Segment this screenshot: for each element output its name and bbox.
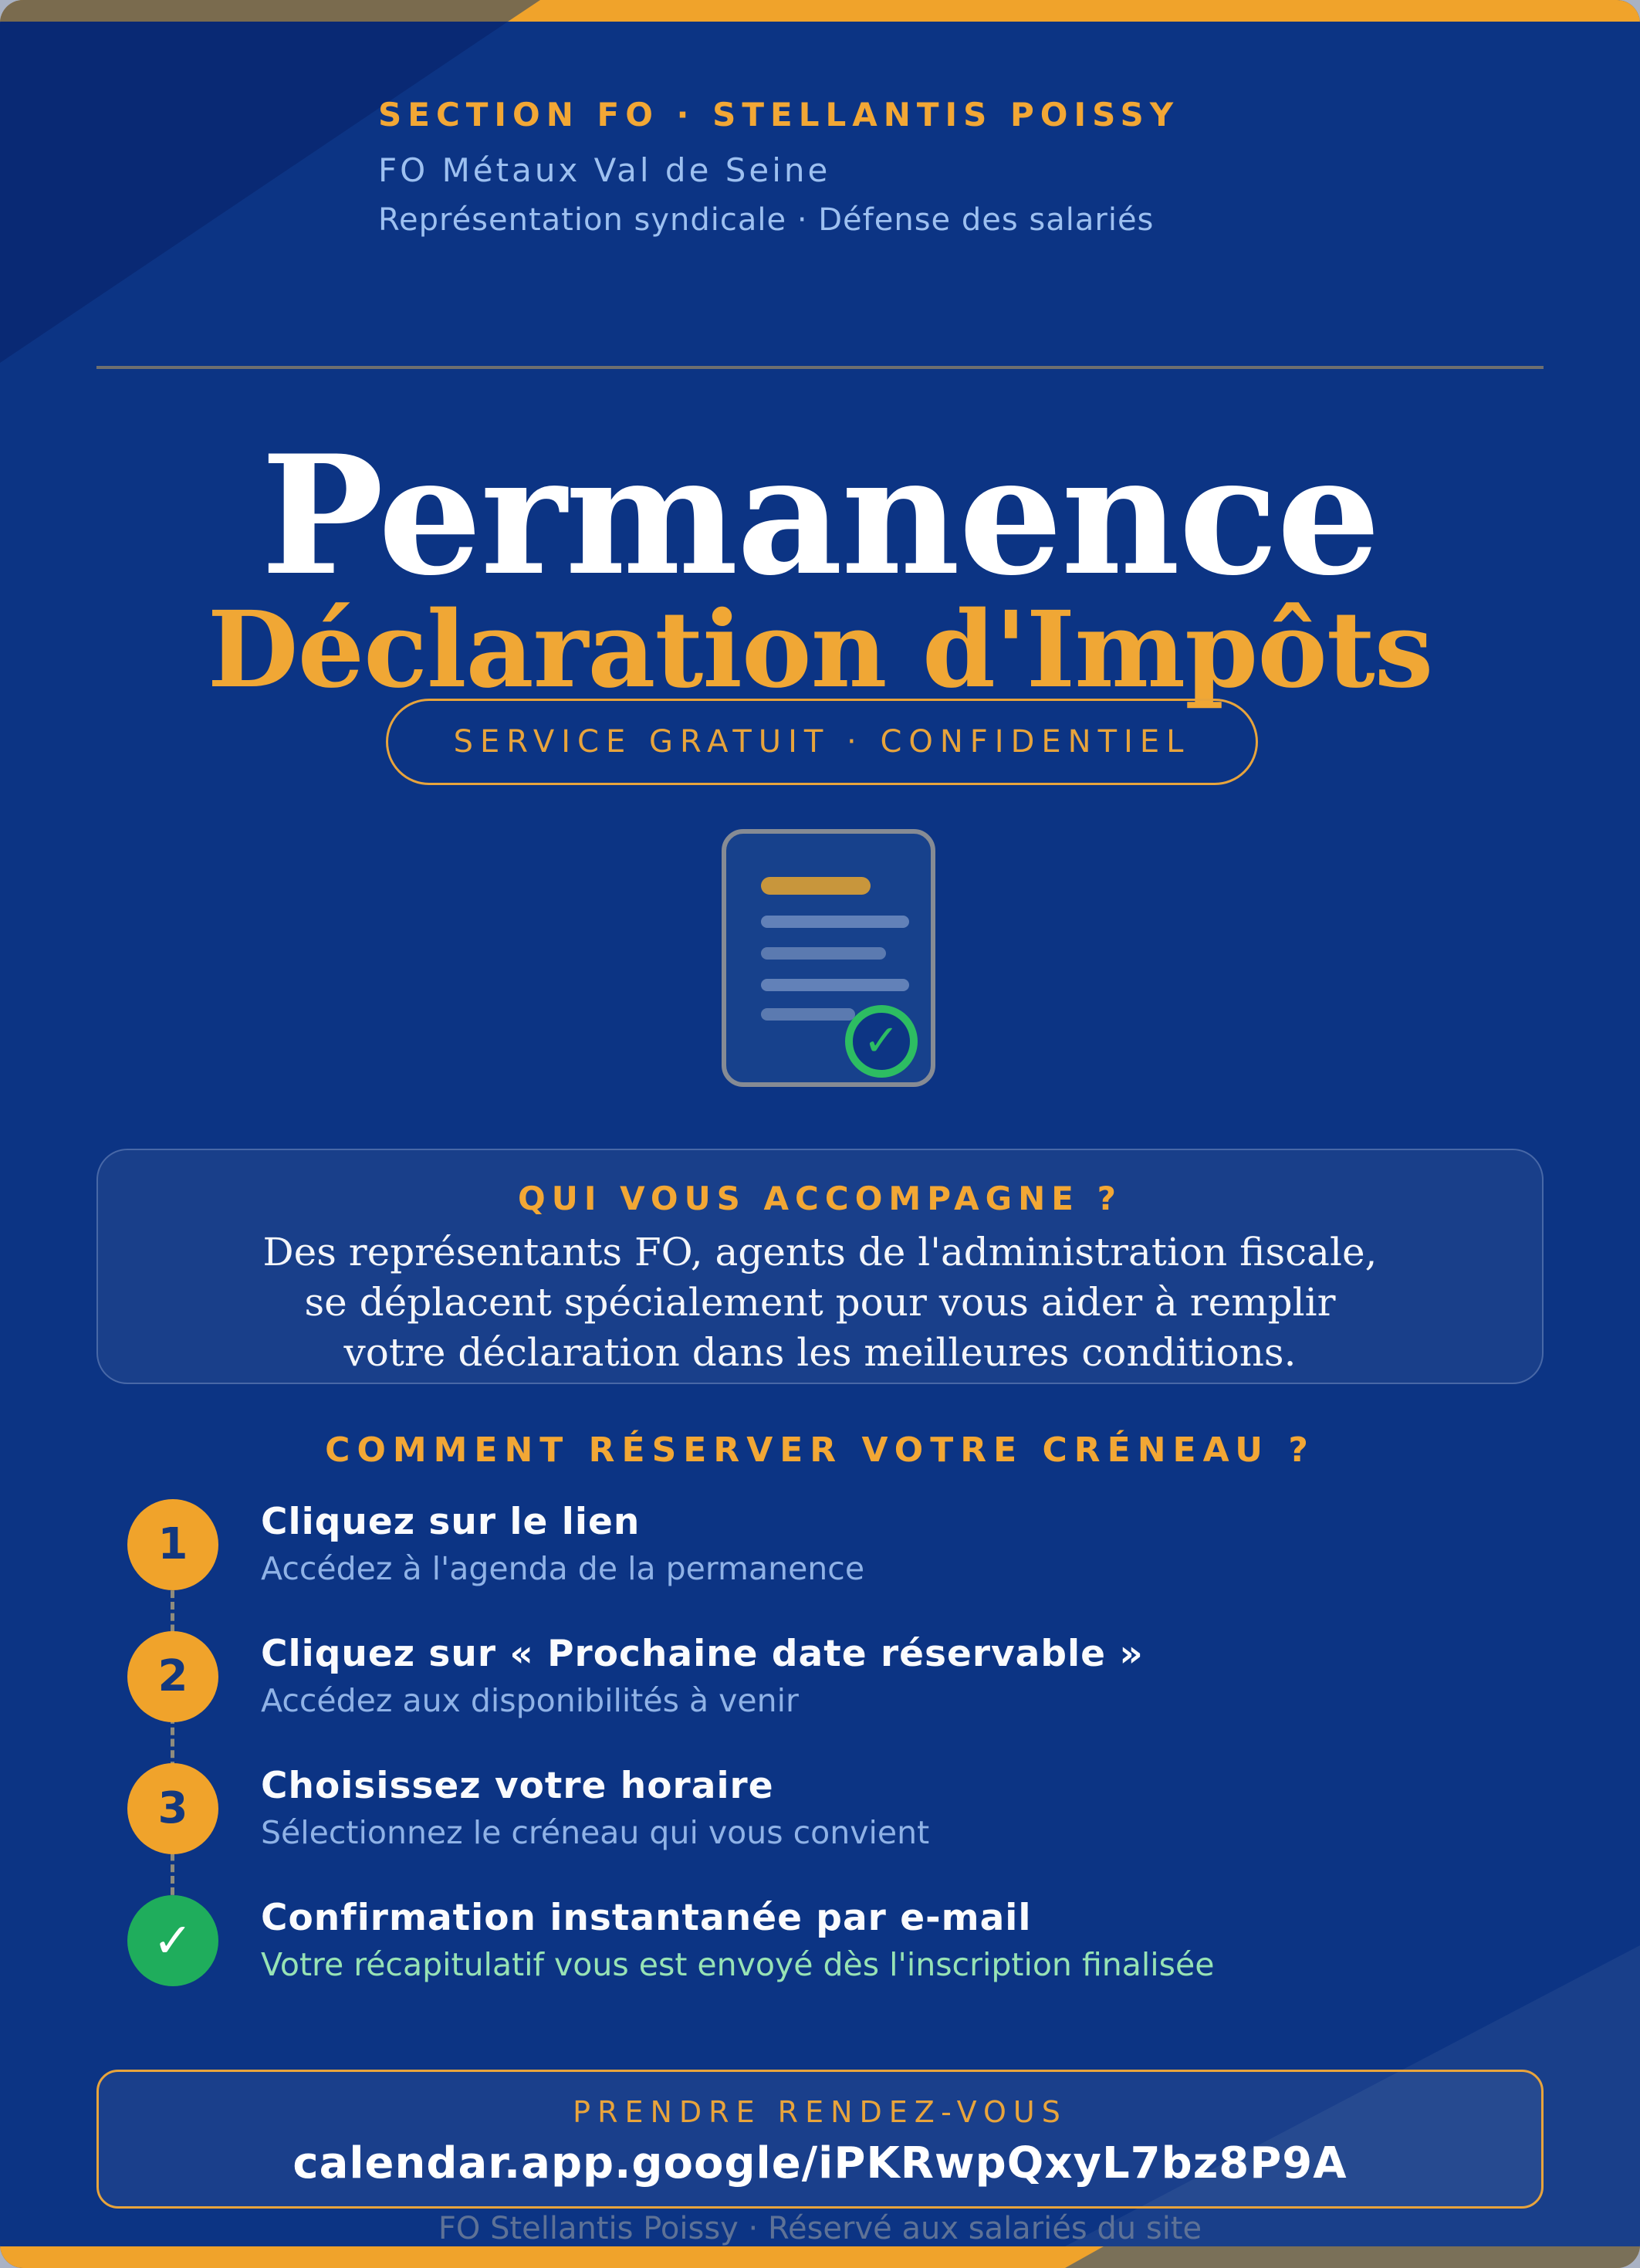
step-number-badge: 1: [127, 1499, 218, 1590]
step-title: Choisissez votre horaire: [261, 1765, 774, 1807]
steps-heading: COMMENT RÉSERVER VOTRE CRÉNEAU ?: [325, 1430, 1315, 1470]
step-title: Cliquez sur le lien: [261, 1501, 641, 1543]
page-title: Permanence: [260, 419, 1380, 611]
steps-list: [127, 1499, 1517, 2009]
organization-name: FO Métaux Val de Seine: [378, 151, 831, 189]
section-kicker: SECTION FO · STELLANTIS POISSY: [378, 96, 1180, 134]
organization-tagline: Représentation syndicale · Défense des salariés: [378, 202, 1155, 238]
booking-cta-label: PRENDRE RENDEZ-VOUS: [573, 2095, 1067, 2129]
step-subtitle: Accédez aux disponibilités à venir: [261, 1682, 799, 1719]
header-divider: [96, 366, 1544, 369]
step-item-2: [127, 1631, 1517, 1755]
who-helps-line: Des représentants FO, agents de l'administration fiscale,: [262, 1230, 1378, 1274]
who-helps-panel: [96, 1149, 1544, 1384]
service-badge: SERVICE GRATUIT · CONFIDENTIEL: [386, 699, 1258, 785]
booking-link[interactable]: calendar.app.google/iPKRwpQxyL7bz8P9A: [292, 2138, 1348, 2188]
step-title: Confirmation instantanée par e-mail: [261, 1897, 1032, 1939]
document-text-line: [761, 1008, 855, 1021]
footer-note: FO Stellantis Poissy · Réservé aux salariés du site: [438, 2211, 1202, 2246]
step-check-badge: ✓: [127, 1895, 218, 1986]
who-helps-text: [98, 1227, 1542, 1378]
document-text-line: [761, 947, 886, 960]
document-title-line: [761, 877, 871, 895]
step-item-3: [127, 1763, 1517, 1887]
who-helps-line: se déplacent spécialement pour vous aider à remplir: [304, 1280, 1336, 1325]
booking-cta-panel[interactable]: [96, 2070, 1544, 2209]
who-helps-line: votre déclaration dans les meilleures conditions.: [343, 1330, 1297, 1375]
step-number-badge: 2: [127, 1631, 218, 1722]
check-circle-icon: ✓: [845, 1005, 918, 1078]
step-subtitle: Votre récapitulatif vous est envoyé dès l'inscription finalisée: [261, 1946, 1215, 1983]
step-number-badge: 3: [127, 1763, 218, 1854]
document-text-line: [761, 979, 909, 991]
step-item-1: [127, 1499, 1517, 1623]
step-subtitle: Accédez à l'agenda de la permanence: [261, 1550, 865, 1587]
step-item-confirmation: [127, 1895, 1517, 2019]
document-text-line: [761, 916, 909, 928]
who-helps-heading: QUI VOUS ACCOMPAGNE ?: [518, 1180, 1122, 1217]
document-check-icon: [722, 829, 935, 1087]
step-subtitle: Sélectionnez le créneau qui vous convient: [261, 1814, 930, 1851]
page-subtitle: Déclaration d'Impôts: [207, 588, 1433, 712]
step-title: Cliquez sur « Prochaine date réservable »: [261, 1633, 1144, 1675]
